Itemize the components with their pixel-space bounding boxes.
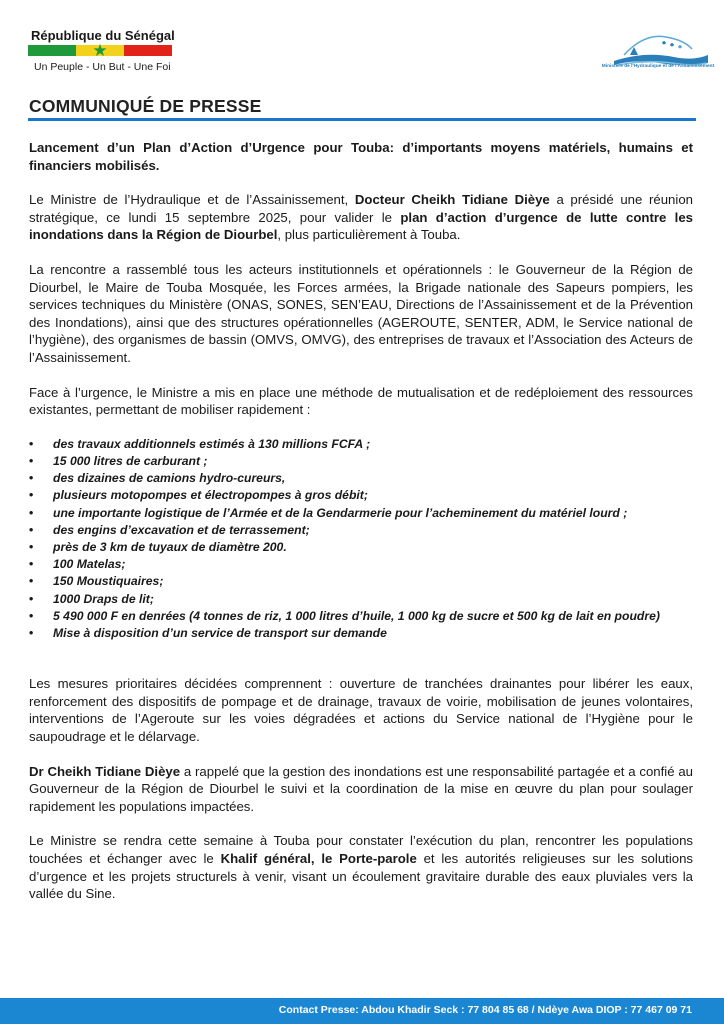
- list-item: • des travaux additionnels estimés à 130 millions FCFA ;: [29, 436, 693, 453]
- flag-green-band: [28, 45, 76, 56]
- minister-name: Dr Cheikh Tidiane Dièye: [29, 763, 181, 779]
- paragraph-measures: Les mesures prioritaires décidées comprennent : ouverture de tranchées drainantes pour libérer les eaux, renforcement des dispositifs de pompage et de drainage, travaux de voirie, mobilisation de jeunes volontaires, interventions de l’Ageroute sur les voies dégradées et actions du Service national de l’Hygiène pour le saupoudrage et le délarvage.: [29, 676, 693, 744]
- senegal-flag: [28, 40, 172, 60]
- paragraph-participants: La rencontre a rassemblé tous les acteurs institutionnels et opérationnels : le Gouverneur de la Région de Diourbel, le Maire de Touba Mosquée, les Forces armées, la Brigade nationale des Sapeurs pompiers, les services techniques du Ministère (ONAS, SONES, SEN’EAU, Directions de l’Assainissement et de la Prévention des Inondations), ainsi que des structures opérationnelles (AGEROUTE, SENTER, ADM, le Service national de l’hygiène), des organismes de bassin (OMVS, OMVG), des entreprises de travaux et l’Association des Acteurs de l’Assainissement.: [29, 261, 693, 365]
- list-item: • près de 3 km de tuyaux de diamètre 200.: [29, 539, 693, 556]
- list-item: • 5 490 000 F en denrées (4 tonnes de riz, 1 000 litres d’huile, 1 000 kg de sucre et 500 kg de lait en poudre): [29, 608, 693, 625]
- list-item: • Mise à disposition d’un service de transport sur demande: [29, 625, 693, 642]
- paragraph-visit: [29, 832, 693, 902]
- republic-name: République du Sénégal: [31, 28, 175, 43]
- list-item: • 15 000 litres de carburant ;: [29, 453, 693, 470]
- text: , plus particulièrement à Touba.: [277, 227, 461, 243]
- title-divider: [28, 118, 696, 121]
- paragraph-resources-intro: Face à l’urgence, le Ministre a mis en place une méthode de mutualisation et de redéploiement des ressources existantes, permettant de mobiliser rapidement :: [29, 384, 693, 418]
- religious-leaders: Khalif général, le Porte-parole: [220, 850, 417, 866]
- list-item: • 150 Moustiquaires;: [29, 573, 693, 590]
- press-release-body: [29, 139, 693, 920]
- plan-name: plan d’action d’urgence de lutte contre les inondations dans la Région de Diourbel: [29, 209, 693, 243]
- paragraph-responsibility: [29, 763, 693, 816]
- national-motto: Un Peuple - Un But - Une Foi: [34, 61, 171, 73]
- ministry-caption: Ministère de l'Hydraulique et de l'Assainissement: [601, 64, 715, 69]
- letterhead: [0, 0, 724, 92]
- resources-list: [29, 436, 693, 642]
- text: Le Ministre se rendra cette semaine à Touba pour constater l’exécution du plan, rencontrer les populations touchées et échanger avec le: [29, 833, 693, 866]
- press-contact: Contact Presse: Abdou Khadir Seck : 77 804 85 68 / Ndèye Awa DIOP : 77 467 09 71: [278, 1004, 692, 1016]
- list-item: • une importante logistique de l’Armée et de la Gendarmerie pour l’acheminement du matériel lourd ;: [29, 505, 693, 522]
- list-item: • 1000 Draps de lit;: [29, 591, 693, 608]
- text: et les autorités religieuses sur les solutions d’urgence et les projets structurels à venir, visant un écoulement gravitaire durable des eaux pluviales vers la vallée du Sine.: [29, 850, 694, 902]
- flag-red-band: [124, 45, 172, 56]
- list-item: • des engins d’excavation et de terrassement;: [29, 522, 693, 539]
- list-item: • des dizaines de camions hydro-cureurs,: [29, 470, 693, 487]
- text: Le Ministre de l’Hydraulique et de l’Assainissement,: [29, 192, 355, 208]
- page-title: COMMUNIQUÉ DE PRESSE: [29, 96, 262, 116]
- text: a rappelé que la gestion des inondations est une responsabilité partagée et a confié au Gouverneur de la Région de Diourbel le suivi et la coordination de la mise en œuvre du plan pour soulager rapidement les populations impactées.: [29, 763, 693, 814]
- press-contact-bar: [0, 998, 724, 1024]
- lead-paragraph: Lancement d’un Plan d’Action d’Urgence pour Touba: d’importants moyens matériels, humains et financiers mobilisés.: [29, 140, 693, 173]
- star-icon: ★: [92, 40, 108, 60]
- text: a présidé une réunion stratégique, ce lundi 15 septembre 2025, pour valider le: [29, 192, 693, 225]
- list-item: • plusieurs motopompes et électropompes à gros débit;: [29, 487, 693, 504]
- flag-yellow-band: [76, 40, 124, 60]
- list-item: • 100 Matelas;: [29, 556, 693, 573]
- paragraph-meeting: [29, 191, 693, 244]
- minister-name: Docteur Cheikh Tidiane Dièye: [354, 192, 550, 208]
